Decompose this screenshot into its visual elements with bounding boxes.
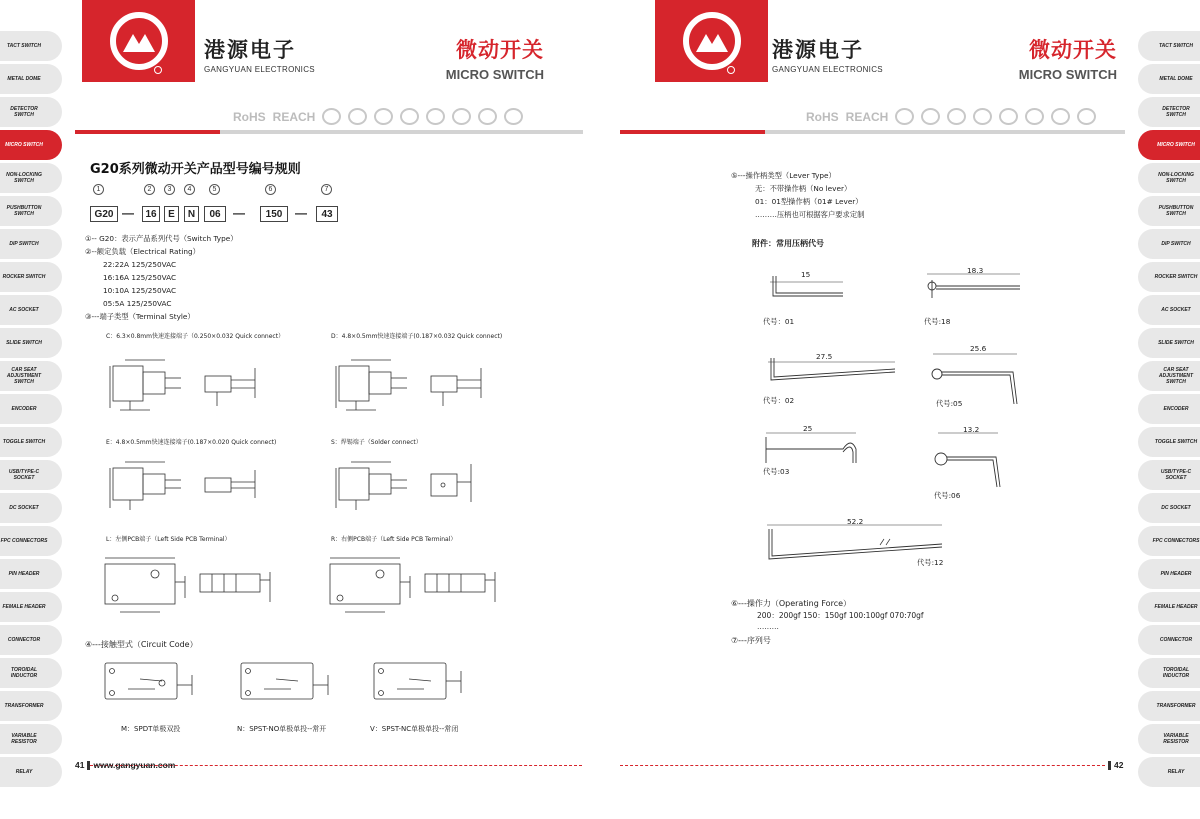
lever-06-drawing bbox=[926, 425, 1011, 490]
force-values: 200：200gf 150：150gf 100:100gf 070:70gf bbox=[757, 611, 924, 620]
code-box-terminal: E bbox=[164, 206, 179, 222]
side-tab-detector-switch[interactable]: DETECTOR SWITCH bbox=[1138, 97, 1200, 127]
terminal-d-caption: D：4.8×0.5mm快速连接端子(0.187×0.032 Quick connect) bbox=[331, 333, 503, 340]
side-tab-toggle-switch[interactable]: TOGGLE SWITCH bbox=[1138, 427, 1200, 457]
page-heading: G20系列微动开关产品型号编号规则 bbox=[90, 162, 301, 177]
section-title bbox=[446, 34, 544, 82]
spec-line: 05:5A 125/250VAC bbox=[103, 299, 172, 308]
cqc-icon bbox=[921, 108, 940, 125]
spec-line: 16:16A 125/250VAC bbox=[103, 273, 177, 282]
tuv-icon bbox=[452, 108, 471, 125]
code-num-5: 5 bbox=[209, 184, 220, 195]
side-tab-relay[interactable]: RELAY bbox=[0, 757, 62, 787]
footer-right bbox=[1108, 760, 1123, 770]
section-title-zh: 微动开关 bbox=[456, 38, 544, 62]
side-tab-transformer[interactable]: TRANSFORMER bbox=[0, 691, 62, 721]
circuit-m-label: M：SPDT单极双投 bbox=[121, 725, 181, 733]
spec-line: 22:22A 125/250VAC bbox=[103, 260, 177, 269]
side-tab-dc-socket[interactable]: DC SOCKET bbox=[0, 493, 62, 523]
side-tab-relay[interactable]: RELAY bbox=[1138, 757, 1200, 787]
side-tab-connector[interactable]: CONNECTOR bbox=[1138, 625, 1200, 655]
footer-left bbox=[75, 760, 175, 770]
brand-name-en-right: GANGYUAN ELECTRONICS bbox=[772, 65, 883, 74]
reach-text: REACH bbox=[272, 109, 316, 124]
terminal-c-drawing bbox=[105, 348, 305, 418]
code-box-rating: 16 bbox=[142, 206, 160, 222]
side-tab-pushbutton-switch[interactable]: PUSHBUTTON SWITCH bbox=[0, 196, 62, 226]
code-dash: — bbox=[122, 206, 134, 220]
side-tab-dc-socket[interactable]: DC SOCKET bbox=[1138, 493, 1200, 523]
terminal-r-drawing bbox=[325, 552, 525, 617]
terminal-c-caption: C：6.3×0.8mm快速连接端子（0.250×0.032 Quick connect） bbox=[106, 333, 285, 340]
ce-icon bbox=[374, 108, 393, 125]
tuv-icon bbox=[1025, 108, 1044, 125]
lever-03-drawing bbox=[761, 423, 871, 471]
ce-icon bbox=[947, 108, 966, 125]
code-box-circuit: N bbox=[184, 206, 199, 222]
header-divider-left bbox=[75, 130, 583, 134]
side-tab-tact-switch[interactable]: TACT SWITCH bbox=[1138, 31, 1200, 61]
lever-01-code: 代号：01 bbox=[763, 317, 795, 326]
side-tab-dip-switch[interactable]: DIP SWITCH bbox=[0, 229, 62, 259]
terminal-d-drawing bbox=[331, 348, 531, 418]
code-num-7: 7 bbox=[321, 184, 332, 195]
side-tab-female-header[interactable]: FEMALE HEADER bbox=[0, 592, 62, 622]
cul-icon bbox=[426, 108, 445, 125]
lever-02-drawing bbox=[763, 350, 903, 392]
lever-05-dim: 25.6 bbox=[970, 344, 987, 353]
side-tab-toroidal-inductor[interactable]: TOROIDAL INDUCTOR bbox=[1138, 658, 1200, 688]
terminal-s-caption: S：焊锡端子（Solder connect） bbox=[331, 439, 422, 446]
section-title-right bbox=[1019, 34, 1117, 82]
ul-icon bbox=[400, 108, 419, 125]
company-logo-right bbox=[655, 0, 768, 82]
lever-03-dim: 25 bbox=[803, 424, 813, 433]
lever-12-dim: 52.2 bbox=[847, 517, 864, 526]
lever-06-code: 代号:06 bbox=[934, 491, 961, 500]
lever-title: ⑤---操作柄类型（Lever Type） bbox=[731, 171, 836, 180]
vde-icon bbox=[504, 108, 523, 125]
force-more: ……… bbox=[757, 622, 779, 631]
code-num-4: 4 bbox=[184, 184, 195, 195]
section-title-en: MICRO SWITCH bbox=[445, 67, 544, 82]
force-title: ⑥---操作力（Operating Force） bbox=[731, 599, 852, 608]
reach-text-right: REACH bbox=[845, 109, 889, 124]
spec-line: ③---端子类型（Terminal Style） bbox=[85, 312, 195, 321]
side-tab-encoder[interactable]: ENCODER bbox=[1138, 394, 1200, 424]
cqc-icon bbox=[348, 108, 367, 125]
page-number-right: 42 bbox=[1114, 760, 1124, 770]
side-tab-fpc-connectors[interactable]: FPC CONNECTORS bbox=[1138, 526, 1200, 556]
side-tab-pin-header[interactable]: PIN HEADER bbox=[1138, 559, 1200, 589]
side-tab-transformer[interactable]: TRANSFORMER bbox=[1138, 691, 1200, 721]
lever-18-dim: 18.3 bbox=[967, 266, 984, 275]
lever-02-dim: 27.5 bbox=[816, 352, 833, 361]
circuit-n-drawing bbox=[236, 659, 346, 704]
circuit-v-drawing bbox=[369, 659, 479, 704]
terminal-e-drawing bbox=[105, 454, 305, 514]
accessory-title: 附件：常用压柄代号 bbox=[752, 239, 824, 248]
side-tab-pin-header[interactable]: PIN HEADER bbox=[0, 559, 62, 589]
code-num-6: 6 bbox=[265, 184, 276, 195]
header-divider-right bbox=[620, 130, 1125, 134]
side-tab-variable-resistor[interactable]: VARIABLE RESISTOR bbox=[1138, 724, 1200, 754]
spec-line: 10:10A 125/250VAC bbox=[103, 286, 177, 295]
side-tab-non-locking-switch[interactable]: NON-LOCKING SWITCH bbox=[0, 163, 62, 193]
code-num-1: 1 bbox=[93, 184, 104, 195]
spec-line: ②--额定负载（Electrical Rating） bbox=[85, 247, 200, 256]
ccc-icon bbox=[322, 108, 341, 125]
side-tab-car-seat-adjustment-switch[interactable]: CAR SEAT ADJUSTMENT SWITCH bbox=[0, 361, 62, 391]
side-tab-non-locking-switch[interactable]: NON-LOCKING SWITCH bbox=[1138, 163, 1200, 193]
side-tab-encoder[interactable]: ENCODER bbox=[0, 394, 62, 424]
side-tab-slide-switch[interactable]: SLIDE SWITCH bbox=[0, 328, 62, 358]
side-tab-fpc-connectors[interactable]: FPC CONNECTORS bbox=[0, 526, 62, 556]
circuit-m-drawing bbox=[100, 659, 210, 704]
vde-icon bbox=[1077, 108, 1096, 125]
code-num-2: 2 bbox=[144, 184, 155, 195]
lever-line: ………压柄也可根据客户要求定制 bbox=[755, 210, 865, 219]
code-dash: — bbox=[295, 206, 307, 220]
brand-block-right bbox=[772, 34, 883, 74]
lever-05-code: 代号:05 bbox=[936, 399, 963, 408]
circuit-n-label: N：SPST-NO单极单投--常开 bbox=[237, 725, 327, 733]
footer-divider-right bbox=[620, 765, 1105, 766]
lever-02-code: 代号：02 bbox=[763, 396, 795, 405]
side-tab-metal-dome[interactable]: METAL DOME bbox=[1138, 64, 1200, 94]
enec-icon bbox=[478, 108, 497, 125]
brand-name-en: GANGYUAN ELECTRONICS bbox=[204, 65, 315, 74]
website-link[interactable]: www.gangyuan.com bbox=[93, 760, 176, 770]
code-dash: — bbox=[233, 206, 245, 220]
side-tab-pushbutton-switch[interactable]: PUSHBUTTON SWITCH bbox=[1138, 196, 1200, 226]
cert-logos-left bbox=[233, 108, 523, 125]
circuit-v-label: V：SPST-NC单极单投--常闭 bbox=[370, 725, 459, 733]
section-title-en-right: MICRO SWITCH bbox=[1018, 67, 1117, 82]
section-title-zh-right: 微动开关 bbox=[1029, 38, 1117, 62]
side-tab-detector-switch[interactable]: DETECTOR SWITCH bbox=[0, 97, 62, 127]
brand-name-zh: 港源电子 bbox=[204, 38, 296, 62]
code-box-force: 150 bbox=[260, 206, 288, 222]
side-tab-car-seat-adjustment-switch[interactable]: CAR SEAT ADJUSTMENT SWITCH bbox=[1138, 361, 1200, 391]
terminal-r-caption: R：右侧PCB端子（Left Side PCB Terminal） bbox=[331, 536, 457, 543]
spec-line: ①-- G20：表示产品系列代号（Switch Type） bbox=[85, 234, 238, 243]
ccc-icon bbox=[895, 108, 914, 125]
terminal-l-caption: L：左侧PCB端子（Left Side PCB Terminal） bbox=[106, 536, 231, 543]
side-tab-metal-dome[interactable]: METAL DOME bbox=[0, 64, 62, 94]
side-tab-connector[interactable]: CONNECTOR bbox=[0, 625, 62, 655]
code-num-3: 3 bbox=[164, 184, 175, 195]
rohs-text: RoHS bbox=[233, 109, 266, 124]
side-tab-rocker-switch[interactable]: ROCKER SWITCH bbox=[1138, 262, 1200, 292]
side-tabs-left bbox=[0, 0, 62, 819]
cul-icon bbox=[999, 108, 1018, 125]
lever-line: 01：01型操作柄（01# Lever） bbox=[755, 197, 863, 206]
terminal-s-drawing bbox=[331, 454, 531, 514]
side-tab-slide-switch[interactable]: SLIDE SWITCH bbox=[1138, 328, 1200, 358]
side-tab-female-header[interactable]: FEMALE HEADER bbox=[1138, 592, 1200, 622]
rohs-text-right: RoHS bbox=[806, 109, 839, 124]
lever-06-dim: 13.2 bbox=[963, 425, 980, 434]
code-box-series: G20 bbox=[90, 206, 118, 222]
lever-18-code: 代号:18 bbox=[924, 317, 951, 326]
lever-12-code: 代号:12 bbox=[917, 558, 944, 567]
side-tab-ac-socket[interactable]: AC SOCKET bbox=[1138, 295, 1200, 325]
brand-block bbox=[204, 34, 315, 74]
code-box-serial: 43 bbox=[316, 206, 338, 222]
serial-title: ⑦---序列号 bbox=[731, 636, 771, 645]
enec-icon bbox=[1051, 108, 1070, 125]
terminal-e-caption: E：4.8×0.5mm快速连接端子(0.187×0.020 Quick connect) bbox=[106, 439, 277, 446]
side-tab-dip-switch[interactable]: DIP SWITCH bbox=[1138, 229, 1200, 259]
circuit-title: ④---接触型式（Circuit Code） bbox=[85, 640, 198, 649]
side-tab-micro-switch[interactable]: MICRO SWITCH bbox=[1138, 130, 1200, 160]
side-tab-usb-type-c-socket[interactable]: USB/TYPE-C SOCKET bbox=[0, 460, 62, 490]
code-box-lever: 06 bbox=[204, 206, 226, 222]
side-tab-tact-switch[interactable]: TACT SWITCH bbox=[0, 31, 62, 61]
company-logo bbox=[82, 0, 195, 82]
side-tab-toggle-switch[interactable]: TOGGLE SWITCH bbox=[0, 427, 62, 457]
cert-logos-right bbox=[806, 108, 1096, 125]
lever-03-code: 代号:03 bbox=[763, 467, 790, 476]
side-tab-toroidal-inductor[interactable]: TOROIDAL INDUCTOR bbox=[0, 658, 62, 688]
terminal-l-drawing bbox=[100, 552, 300, 617]
lever-01-dim: 15 bbox=[801, 270, 811, 279]
side-tab-micro-switch[interactable]: MICRO SWITCH bbox=[0, 130, 62, 160]
side-tab-ac-socket[interactable]: AC SOCKET bbox=[0, 295, 62, 325]
ul-icon bbox=[973, 108, 992, 125]
lever-line: 无：不带操作柄（No lever） bbox=[755, 184, 852, 193]
page-number-left: 41 bbox=[75, 760, 85, 770]
side-tab-variable-resistor[interactable]: VARIABLE RESISTOR bbox=[0, 724, 62, 754]
side-tabs-right bbox=[1138, 0, 1200, 819]
brand-name-zh-right: 港源电子 bbox=[772, 38, 864, 62]
side-tab-rocker-switch[interactable]: ROCKER SWITCH bbox=[0, 262, 62, 292]
side-tab-usb-type-c-socket[interactable]: USB/TYPE-C SOCKET bbox=[1138, 460, 1200, 490]
